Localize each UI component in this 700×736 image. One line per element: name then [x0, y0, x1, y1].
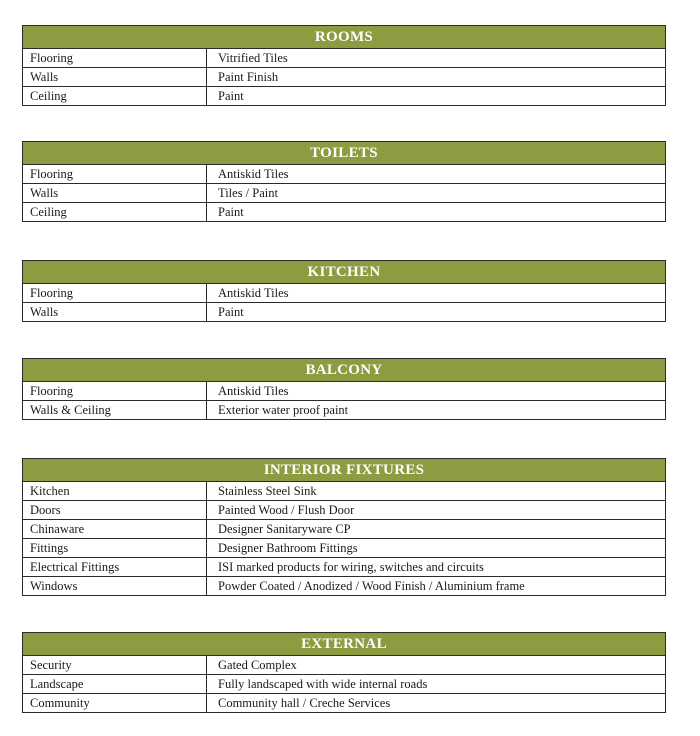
- row-label: Landscape: [23, 675, 207, 693]
- table-row: [23, 500, 665, 519]
- row-label: Fittings: [23, 539, 207, 557]
- section-title: INTERIOR FIXTURES: [23, 459, 665, 482]
- table-row: [23, 202, 665, 221]
- row-value: Painted Wood / Flush Door: [218, 503, 355, 517]
- row-value: Fully landscaped with wide internal roads: [218, 677, 428, 691]
- table-row: [23, 67, 665, 86]
- row-label: Walls: [23, 184, 207, 202]
- row-value: Tiles / Paint: [218, 186, 278, 200]
- table-row: [23, 284, 665, 302]
- row-value: Paint: [218, 205, 244, 219]
- table-row: [23, 382, 665, 400]
- row-value: Vitrified Tiles: [218, 51, 288, 65]
- row-value: Designer Sanitaryware CP: [218, 522, 351, 536]
- table-row: [23, 183, 665, 202]
- row-label: Flooring: [23, 49, 207, 67]
- row-label: Community: [23, 694, 207, 712]
- section-title: ROOMS: [23, 26, 665, 49]
- row-value: Stainless Steel Sink: [218, 484, 317, 498]
- row-label: Windows: [23, 577, 207, 595]
- row-value: Paint: [218, 89, 244, 103]
- row-value: Exterior water proof paint: [218, 403, 349, 417]
- row-value: Gated Complex: [218, 658, 297, 672]
- section-balcony: [22, 358, 666, 420]
- row-value: Powder Coated / Anodized / Wood Finish / Aluminium frame: [218, 579, 525, 593]
- row-label: Ceiling: [23, 87, 207, 105]
- table-row: [23, 557, 665, 576]
- table-row: [23, 576, 665, 595]
- row-label: Chinaware: [23, 520, 207, 538]
- row-value: Designer Bathroom Fittings: [218, 541, 358, 555]
- row-value: Antiskid Tiles: [218, 167, 289, 181]
- row-label: Kitchen: [23, 482, 207, 500]
- table-row: [23, 693, 665, 712]
- row-label: Electrical Fittings: [23, 558, 207, 576]
- section-title: TOILETS: [23, 142, 665, 165]
- table-row: [23, 302, 665, 321]
- section-kitchen: [22, 260, 666, 322]
- section-title: EXTERNAL: [23, 633, 665, 656]
- section-external: [22, 632, 666, 713]
- section-title: BALCONY: [23, 359, 665, 382]
- table-row: [23, 656, 665, 674]
- row-value: Paint Finish: [218, 70, 279, 84]
- table-row: [23, 482, 665, 500]
- row-label: Flooring: [23, 284, 207, 302]
- table-row: [23, 49, 665, 67]
- row-value: Community hall / Creche Services: [218, 696, 391, 710]
- row-label: Walls: [23, 303, 207, 321]
- table-row: [23, 165, 665, 183]
- section-toilets: [22, 141, 666, 222]
- row-label: Walls & Ceiling: [23, 401, 207, 419]
- row-value: Antiskid Tiles: [218, 384, 289, 398]
- row-value: Paint: [218, 305, 244, 319]
- section-rooms: [22, 25, 666, 106]
- table-row: [23, 674, 665, 693]
- row-label: Doors: [23, 501, 207, 519]
- table-row: [23, 400, 665, 419]
- section-title: KITCHEN: [23, 261, 665, 284]
- row-value: Antiskid Tiles: [218, 286, 289, 300]
- section-interior-fixtures: [22, 458, 666, 596]
- table-row: [23, 86, 665, 105]
- table-row: [23, 519, 665, 538]
- row-label: Walls: [23, 68, 207, 86]
- row-value: ISI marked products for wiring, switches and circuits: [218, 560, 484, 574]
- row-label: Ceiling: [23, 203, 207, 221]
- table-row: [23, 538, 665, 557]
- row-label: Security: [23, 656, 207, 674]
- row-label: Flooring: [23, 165, 207, 183]
- row-label: Flooring: [23, 382, 207, 400]
